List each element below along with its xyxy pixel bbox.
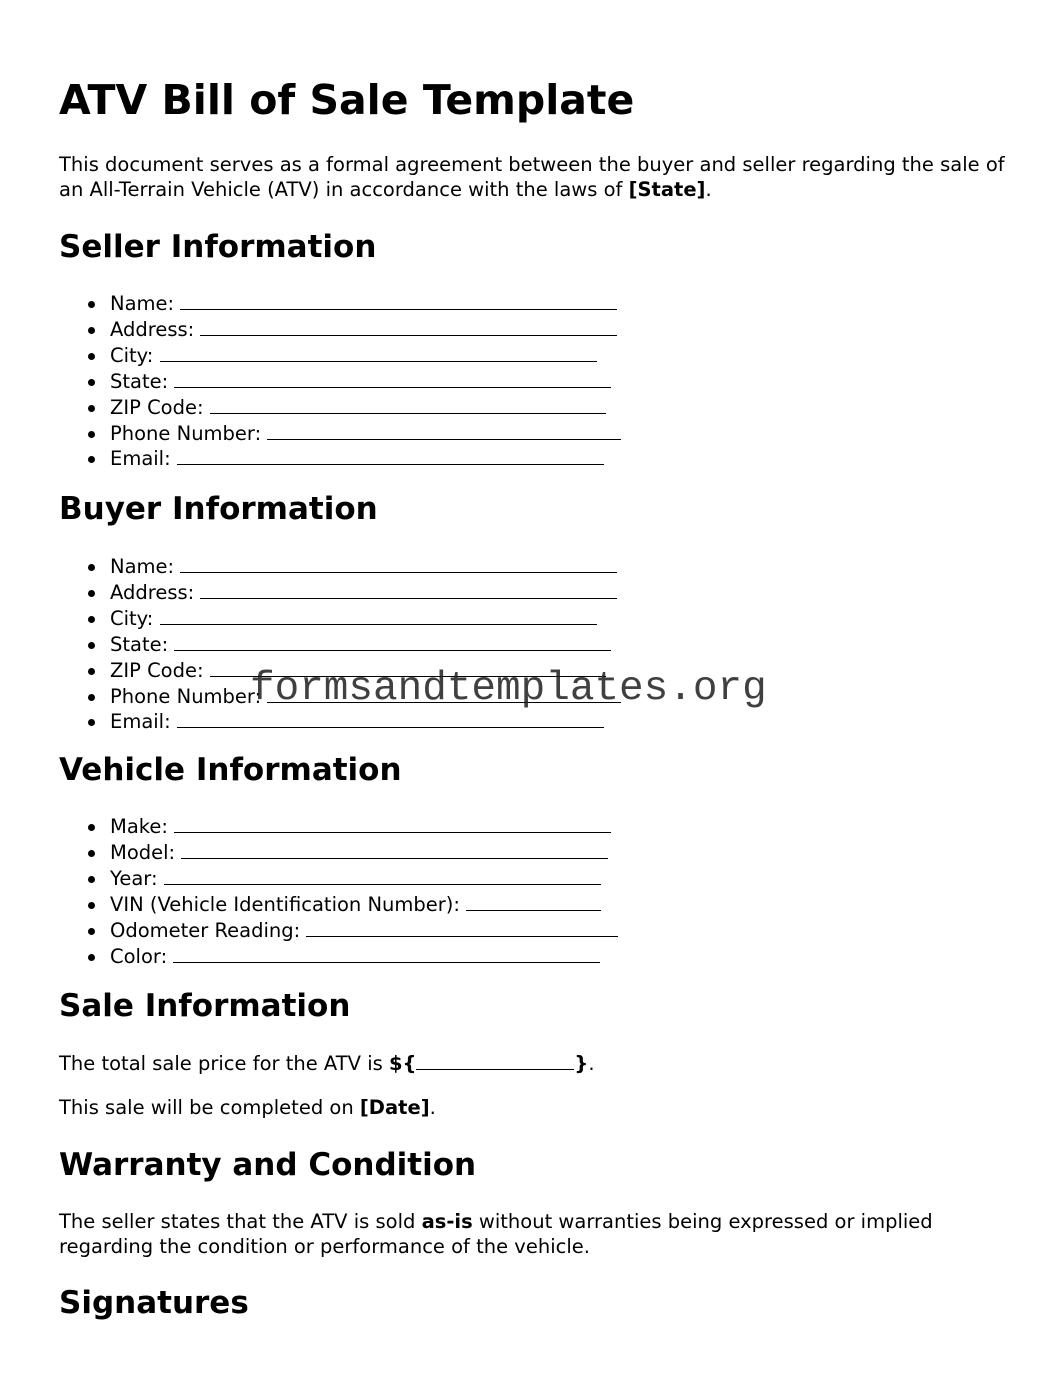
warranty-paragraph: The seller states that the ATV is sold as-is without warranties being expressed or implied regarding the condition or performance of the vehicle.: [59, 1210, 933, 1258]
buyer-name-field[interactable]: Name:: [59, 554, 621, 580]
seller-city-field[interactable]: City:: [59, 343, 621, 369]
blank-line[interactable]: [174, 632, 611, 651]
vehicle-odometer-field[interactable]: Odometer Reading:: [59, 918, 618, 944]
seller-zip-field[interactable]: ZIP Code:: [59, 395, 621, 421]
signatures-heading: Signatures: [59, 1285, 249, 1321]
blank-line[interactable]: [306, 918, 618, 937]
seller-address-field[interactable]: Address:: [59, 317, 621, 343]
seller-name-field[interactable]: Name:: [59, 291, 621, 317]
blank-line[interactable]: [210, 658, 606, 677]
vehicle-color-field[interactable]: Color:: [59, 944, 618, 970]
buyer-zip-field[interactable]: ZIP Code:: [59, 658, 621, 684]
blank-line[interactable]: [180, 554, 617, 573]
blank-line[interactable]: [174, 369, 611, 388]
blank-line[interactable]: [267, 421, 621, 440]
sale-price-paragraph: The total sale price for the ATV is ${ }.: [59, 1052, 595, 1075]
intro-text: This document serves as a formal agreement between the buyer and seller regarding the sale of an All-Terrain Vehicle (ATV) in accordance with the laws of: [59, 153, 1005, 201]
buyer-heading: Buyer Information: [59, 491, 378, 527]
sale-date-paragraph: This sale will be completed on [Date].: [59, 1096, 436, 1119]
sale-heading: Sale Information: [59, 988, 351, 1024]
blank-line[interactable]: [210, 395, 606, 414]
buyer-phone-field[interactable]: Phone Number:: [59, 684, 621, 710]
blank-line[interactable]: [200, 580, 617, 599]
buyer-state-field[interactable]: State:: [59, 632, 621, 658]
seller-field-list: [59, 291, 621, 472]
vehicle-vin-field[interactable]: VIN (Vehicle Identification Number):: [59, 892, 618, 918]
buyer-field-list: [59, 554, 621, 735]
vehicle-model-field[interactable]: Model:: [59, 840, 618, 866]
date-placeholder: [Date]: [359, 1096, 430, 1119]
seller-state-field[interactable]: State:: [59, 369, 621, 395]
blank-line[interactable]: [160, 343, 597, 362]
intro-paragraph: This document serves as a formal agreement between the buyer and seller regarding the sale of an All-Terrain Vehicle (ATV) in accordance with the laws of [State].: [59, 153, 1005, 201]
blank-line[interactable]: [180, 291, 617, 310]
sale-price-blank[interactable]: [416, 1051, 574, 1070]
buyer-email-field[interactable]: Email:: [59, 709, 621, 735]
warranty-heading: Warranty and Condition: [59, 1147, 477, 1183]
vehicle-year-field[interactable]: Year:: [59, 866, 618, 892]
seller-email-field[interactable]: Email:: [59, 446, 621, 472]
blank-line[interactable]: [160, 606, 597, 625]
blank-line[interactable]: [466, 892, 601, 911]
blank-line[interactable]: [174, 814, 611, 833]
blank-line[interactable]: [164, 866, 601, 885]
vehicle-heading: Vehicle Information: [59, 752, 402, 788]
watermark-text: formsandtemplates.org: [250, 666, 767, 712]
seller-phone-field[interactable]: Phone Number:: [59, 421, 621, 447]
blank-line[interactable]: [181, 840, 608, 859]
blank-line[interactable]: [173, 944, 600, 963]
page-title: ATV Bill of Sale Template: [59, 76, 635, 124]
blank-line[interactable]: [177, 446, 604, 465]
blank-line[interactable]: [177, 709, 604, 728]
vehicle-field-list: [59, 814, 618, 969]
blank-line[interactable]: [267, 684, 621, 703]
buyer-city-field[interactable]: City:: [59, 606, 621, 632]
vehicle-make-field[interactable]: Make:: [59, 814, 618, 840]
seller-heading: Seller Information: [59, 229, 377, 265]
buyer-address-field[interactable]: Address:: [59, 580, 621, 606]
state-placeholder: [State]: [628, 177, 706, 201]
blank-line[interactable]: [200, 317, 617, 336]
as-is-term: as-is: [421, 1210, 473, 1233]
